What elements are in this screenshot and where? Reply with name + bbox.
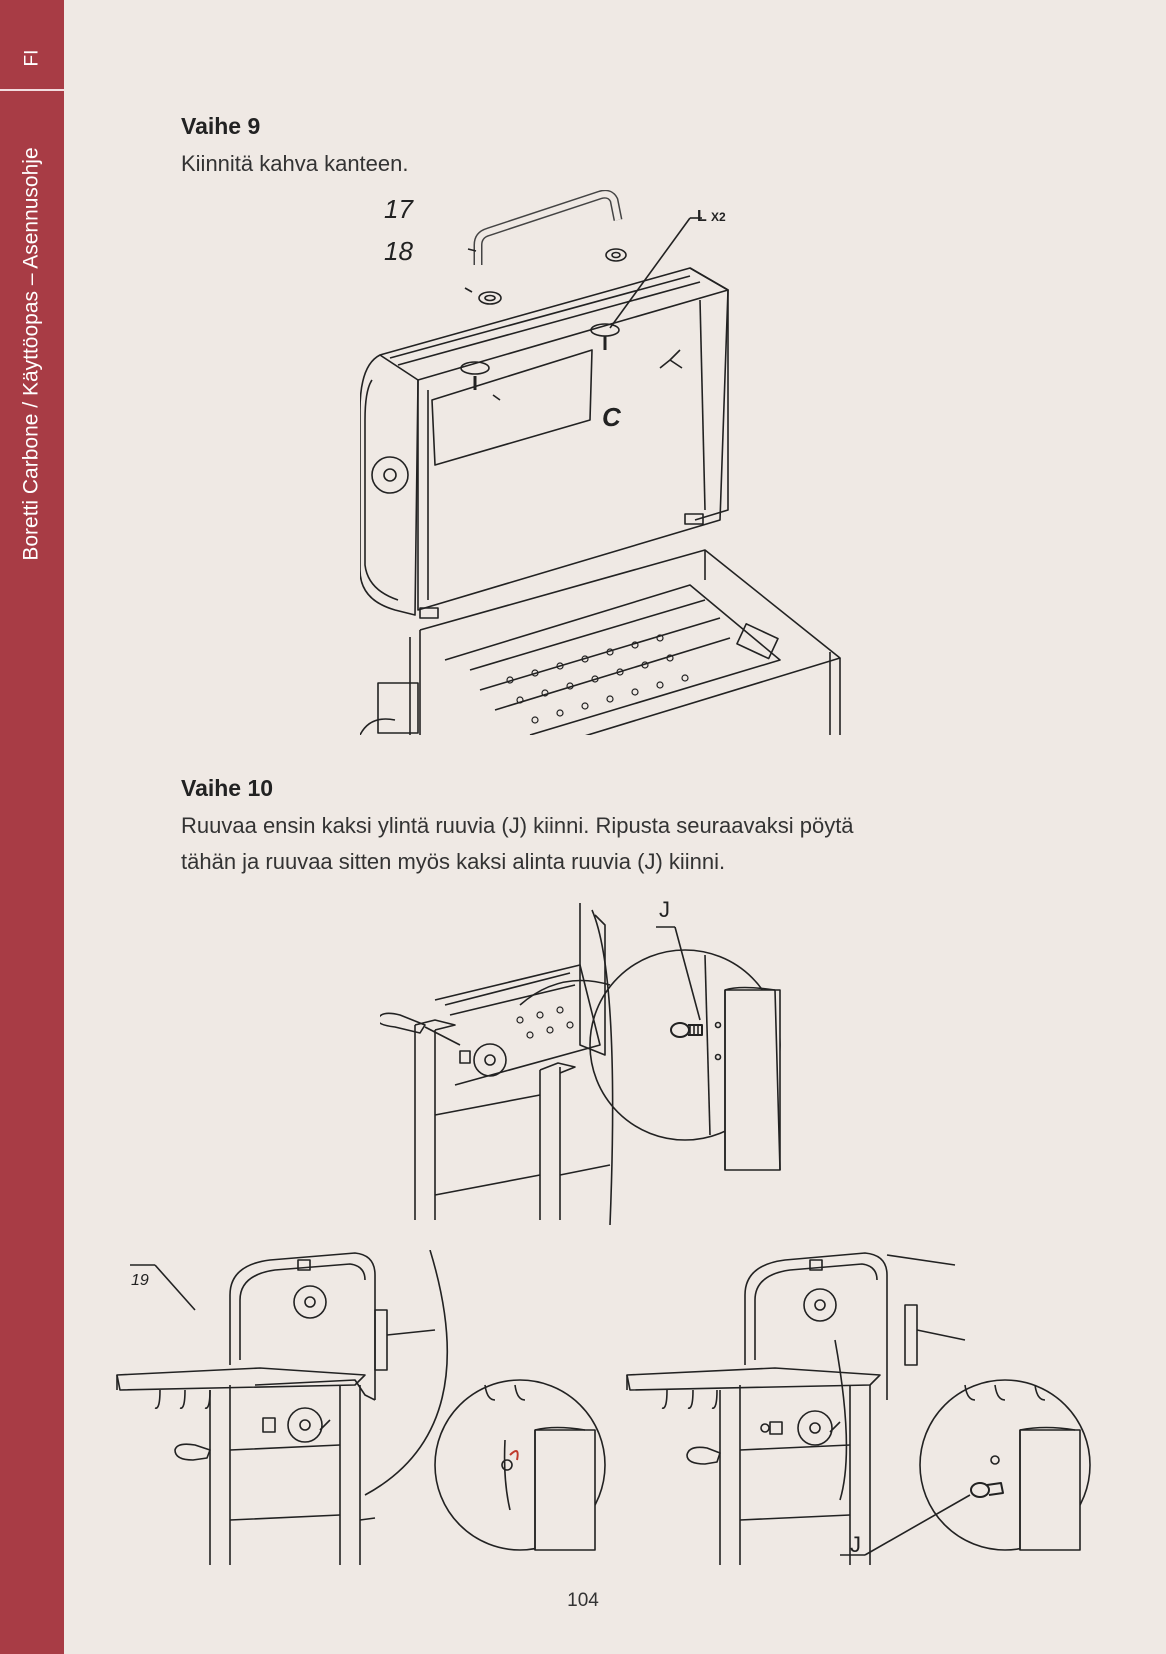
sidebar-title: Boretti Carbone / Käyttöopas – Asennusohje bbox=[20, 147, 43, 561]
page-number: 104 bbox=[567, 1590, 599, 1611]
screw-L-letter: L bbox=[697, 208, 707, 225]
step-10-top-illustration bbox=[380, 895, 840, 1225]
step-10-bottom-left-illustration bbox=[115, 1250, 615, 1570]
step-9-heading: Vaihe 9 bbox=[181, 113, 261, 139]
sidebar bbox=[0, 0, 64, 1654]
sidebar-divider bbox=[0, 89, 64, 91]
step-10-heading: Vaihe 10 bbox=[181, 775, 274, 801]
step-10-text-line-1: Ruuvaa ensin kaksi ylintä ruuvia (J) kiinni. Ripusta seuraavaksi pöytä bbox=[181, 813, 854, 838]
screw-L-label bbox=[697, 208, 726, 226]
part-18-label: 18 bbox=[384, 236, 413, 266]
step-9-text: Kiinnitä kahva kanteen. bbox=[181, 151, 409, 176]
step-9-illustration bbox=[360, 190, 900, 735]
table-19-label: 19 bbox=[131, 1272, 149, 1289]
lid-C-label: C bbox=[602, 402, 621, 432]
screw-J-bottom-label: J bbox=[850, 1532, 861, 1557]
screw-L-quantity: X2 bbox=[710, 210, 726, 224]
part-17-label: 17 bbox=[384, 194, 413, 224]
step-10-bottom-right-illustration bbox=[625, 1250, 1095, 1570]
screw-J-top-label: J bbox=[659, 897, 670, 922]
step-10-text-line-2: tähän ja ruuvaa sitten myös kaksi alinta ruuvia (J) kiinni. bbox=[181, 849, 726, 874]
language-label: FI bbox=[20, 49, 42, 67]
